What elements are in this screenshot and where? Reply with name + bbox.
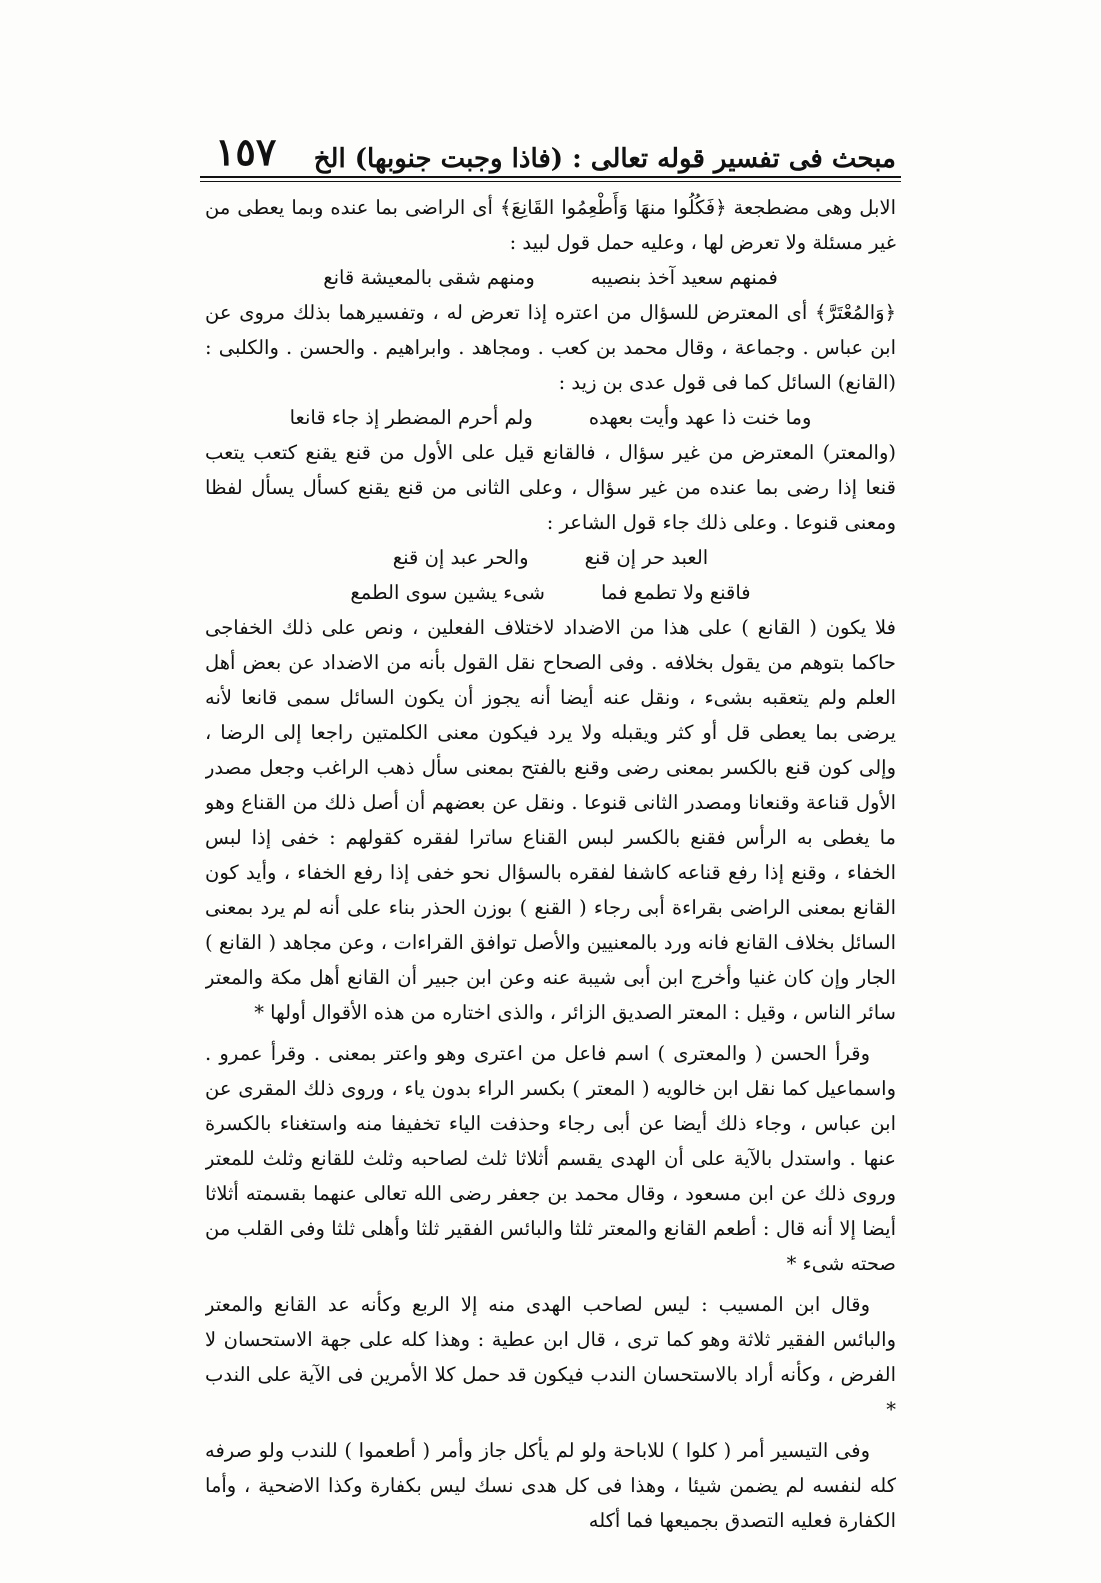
header-title: مبحث فى تفسير قوله تعالى : (فاذا وجبت جنوبها) الخ xyxy=(313,144,896,174)
header-rule-thin xyxy=(200,181,901,182)
verse-labid xyxy=(205,260,896,295)
verse-hemistich: شىء يشين سوى الطمع xyxy=(350,581,545,604)
verse-hemistich: ولم أحرم المضطر إذ جاء قانعا xyxy=(289,406,533,429)
paragraph: الابل وهى مضطجعة ﴿فَكُلُوا منهَا وَأَطْعِمُوا القَانِعَ﴾ أى الراضى بما عنده وبما يعطى من غير مسئلة ولا تعرض لها ، وعليه حمل قول لبيد : xyxy=(205,196,896,254)
verse-hemistich: وما خنت ذا عهد وأيت بعهده xyxy=(588,406,812,429)
verse-poet-line-2 xyxy=(205,575,896,610)
verse-hemistich: فمنهم سعيد آخذ بنصيبه xyxy=(590,266,778,289)
running-header xyxy=(215,128,896,174)
paragraph: فلا يكون ( القانع ) على هذا من الاضداد لاختلاف الفعلين ، ونص على ذلك الخفاجى حاكما بتوهم من يقول بخلافه . وفى الصحاح نقل القول بأنه من الاضداد عن بعض أهل العلم ولم يتعقبه بشىء ، ونقل عنه أيضا أنه يجوز أن يكون السائل سمى قانعا لأنه يرضى بما يعطى قل أو كثر ويقبله ولا يرد فيكون معنى الكلمتين راجعا إلى الرضا ، وإلى كون قنع بالكسر بمعنى رضى وقنع بالفتح بمعنى سأل ذهب الراغب وجعل مصدر الأول قناعة وقنعانا ومصدر الثانى قنوعا . ونقل عن بعضهم أن أصل ذلك من القناع وهو ما يغطى به الرأس فقنع بالكسر لبس القناع ساترا لفقره كقولهم : خفى إذا لبس الخفاء ، وقنع إذا رفع قناعه كاشفا لفقره بالسؤال نحو خفى إذا رفع الخفاء ، وأيد كون القانع بمعنى الراضى بقراءة أبى رجاء ( القنع ) بوزن الحذر بناء على أنه لم يرد بمعنى السائل بخلاف القانع فانه ورد بالمعنيين والأصل توافق القراءات ، وعن مجاهد ( القانع ) الجار وإن كان غنيا وأخرج ابن أبى شيبة عنه وعن ابن جبير أن القانع أهل مكة والمعتر سائر الناس ، وقيل : المعتر الصديق الزائر ، والذى اختاره من هذه الأقوال أولها * xyxy=(205,616,896,1024)
verse-hemistich: العبد حر إن قنع xyxy=(584,546,709,569)
paragraph: وقال ابن المسيب : ليس لصاحب الهدى منه إلا الربع وكأنه عد القانع والمعتر والبائس الفقير ثلاثة وهو كما ترى ، قال ابن عطية : وهذا كله على جهة الاستحسان لا الفرض ، وكأنه أراد بالاستحسان الندب فيكون قد حمل كلا الأمرين فى الآية على الندب * xyxy=(205,1293,896,1421)
verse-hemistich: والحر عبد إن قنع xyxy=(392,546,529,569)
verse-hemistich: ومنهم شقى بالمعيشة قانع xyxy=(323,266,535,289)
paragraph: وقرأ الحسن ( والمعترى ) اسم فاعل من اعترى وهو واعتر بمعنى . وقرأ عمرو . واسماعيل كما نقل ابن خالويه ( المعتر ) بكسر الراء بدون ياء ، وروى ذلك المقرى عن ابن عباس ، وجاء ذلك أيضا عن أبى رجاء وحذفت الياء تخفيفا منه واستغناء بالكسرة عنها . واستدل بالآية على أن الهدى يقسم أثلاثا ثلث لصاحبه وثلث للقانع وثلث للمعتر وروى ذلك عن ابن مسعود ، وقال محمد بن جعفر رضى الله تعالى عنهما بقسمته أثلاثا أيضا إلا أنه قال : أطعم القانع والمعتر ثلثا والبائس الفقير ثلثا وأهلى ثلثا وفى القلب من صحته شىء * xyxy=(205,1042,896,1275)
paragraph: ﴿وَالمُعْتَرَّ﴾ أى المعترض للسؤال من اعتره إذا تعرض له ، وتفسيرهما بذلك مروى عن ابن عباس . وجماعة ، وقال محمد بن كعب . ومجاهد . وابراهيم . والحسن . والكلبى : (القانع) السائل كما فى قول عدى بن زيد : xyxy=(205,301,896,394)
paragraph: وفى التيسير أمر ( كلوا ) للاباحة ولو لم يأكل جاز وأمر ( أطعموا ) للندب ولو صرفه كله لنفسه لم يضمن شيئا ، وهذا فى كل هدى نسك ليس بكفارة وكذا الاضحية ، وأما الكفارة فعليه التصدق بجميعها فما أكله xyxy=(205,1439,896,1532)
page-number: ١٥٧ xyxy=(215,129,277,174)
verse-poet-line-1 xyxy=(205,540,896,575)
header-rule xyxy=(200,176,901,178)
page-body xyxy=(205,190,896,1550)
paragraph: (والمعتر) المعترض من غير سؤال ، فالقانع قيل على الأول من قنع يقنع كتعب يتعب قنعا إذا رضى بما عنده من غير سؤال ، وعلى الثانى من قنع يقنع كسأل يسأل لفظا ومعنى قنوعا . وعلى ذلك جاء قول الشاعر : xyxy=(205,441,896,534)
verse-adi xyxy=(205,400,896,435)
verse-hemistich: فاقنع ولا تطمع فما xyxy=(601,581,751,604)
